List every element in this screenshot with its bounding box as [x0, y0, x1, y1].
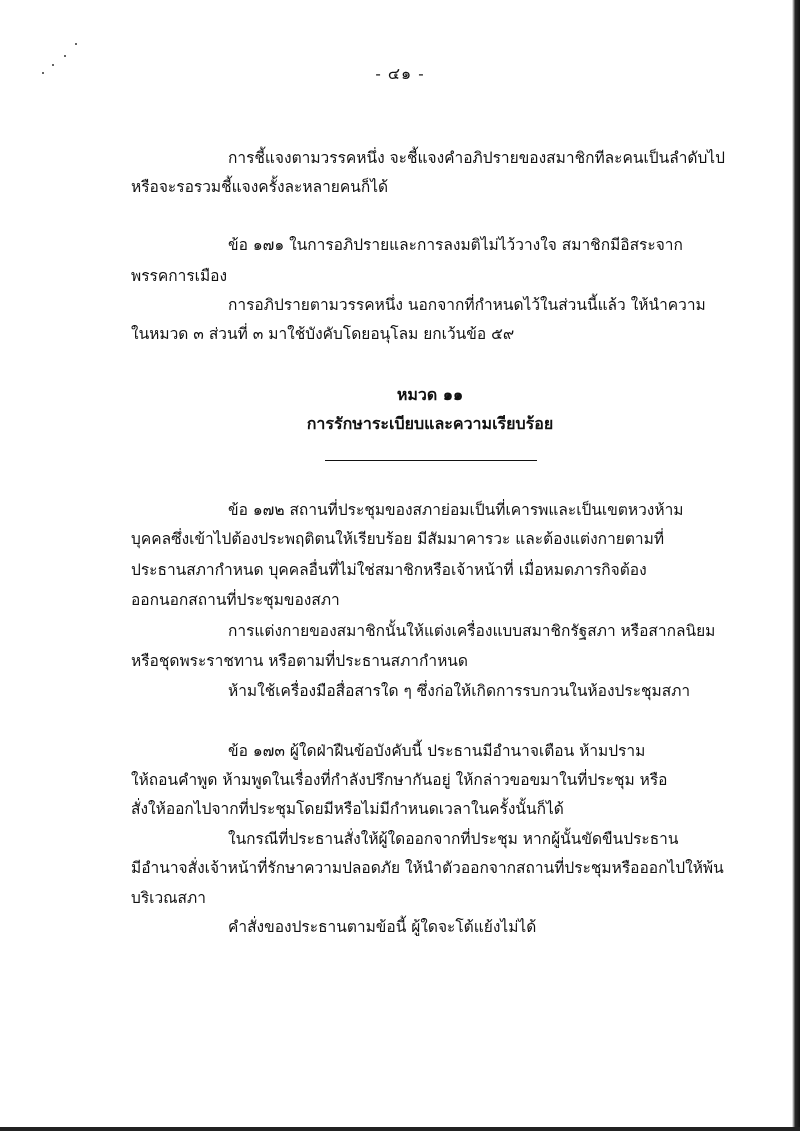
section-173-line: สั่งให้ออกไปจากที่ประชุมโดยมีหรือไม่มีกำหนดเวลาในครั้งนั้นก็ได้ — [131, 800, 564, 818]
section-173-line: มีอำนาจสั่งเจ้าหน้าที่รักษาความปลอดภัย ให้นำตัวออกจากสถานที่ประชุมหรือออกไปให้พ้น — [131, 859, 724, 877]
scan-speck — [75, 43, 77, 45]
section-173-line: คำสั่งของประธานตามข้อนี้ ผู้ใดจะโต้แย้งไม่ได้ — [228, 918, 537, 936]
section-173-line: ในกรณีที่ประธานสั่งให้ผู้ใดออกจากที่ประชุม หากผู้นั้นขัดขืนประธาน — [228, 830, 679, 848]
section-172-line: ประธานสภากำหนด บุคคลอื่นที่ไม่ใช่สมาชิกหรือเจ้าหน้าที่ เมื่อหมดภารกิจต้อง — [131, 561, 647, 579]
page-number: - ๔๑ - — [375, 64, 425, 83]
section-171-line: ข้อ ๑๗๑ ในการอภิปรายและการลงมติไม่ไว้วางใจ สมาชิกมีอิสระจาก — [228, 236, 683, 254]
paragraph-line: หรือจะรอรวมชี้แจงครั้งละหลายคนก็ได้ — [131, 178, 389, 196]
section-172-line: การแต่งกายของสมาชิกนั้นให้แต่งเครื่องแบบสมาชิกรัฐสภา หรือสากลนิยม — [228, 622, 716, 640]
heading-divider — [325, 460, 537, 461]
scan-speck — [64, 55, 66, 57]
chapter-number: หมวด ๑๑ — [396, 385, 464, 404]
section-172-line: ข้อ ๑๗๒ สถานที่ประชุมของสภาย่อมเป็นที่เคารพและเป็นเขตหวงห้าม — [228, 501, 684, 519]
scan-edge-bottom — [0, 1127, 800, 1131]
section-173-line: บริเวณสภา — [131, 889, 206, 907]
section-171-line: ในหมวด ๓ ส่วนที่ ๓ มาใช้บังคับโดยอนุโลม ยกเว้นข้อ ๕๙ — [131, 325, 515, 343]
section-171-line: พรรคการเมือง — [131, 267, 228, 285]
scan-edge-right — [792, 0, 800, 1131]
chapter-title: การรักษาระเบียบและความเรียบร้อย — [306, 414, 554, 433]
section-171-line: การอภิปรายตามวรรคหนึ่ง นอกจากที่กำหนดไว้ในส่วนนี้แล้ว ให้นำความ — [228, 296, 706, 314]
paragraph-line: การชี้แจงตามวรรคหนึ่ง จะชี้แจงคำอภิปรายของสมาชิกทีละคนเป็นลำดับไป — [228, 149, 725, 167]
section-173-line: ให้ถอนคำพูด ห้ามพูดในเรื่องที่กำลังปรึกษากันอยู่ ให้กล่าวขอขมาในที่ประชุม หรือ — [131, 771, 668, 789]
section-172-line: หรือชุดพระราชทาน หรือตามที่ประธานสภากำหนด — [131, 652, 468, 670]
section-172-line: ห้ามใช้เครื่องมือสื่อสารใด ๆ ซึ่งก่อให้เกิดการรบกวนในห้องประชุมสภา — [228, 682, 691, 700]
section-173-line: ข้อ ๑๗๓ ผู้ใดฝ่าฝืนข้อบังคับนี้ ประธานมีอำนาจเตือน ห้ามปราม — [228, 742, 646, 760]
section-172-line: บุคคลซึ่งเข้าไปต้องประพฤติตนให้เรียบร้อย มีสัมมาคารวะ และต้องแต่งกายตามที่ — [131, 530, 665, 548]
section-172-line: ออกนอกสถานที่ประชุมของสภา — [131, 591, 340, 609]
